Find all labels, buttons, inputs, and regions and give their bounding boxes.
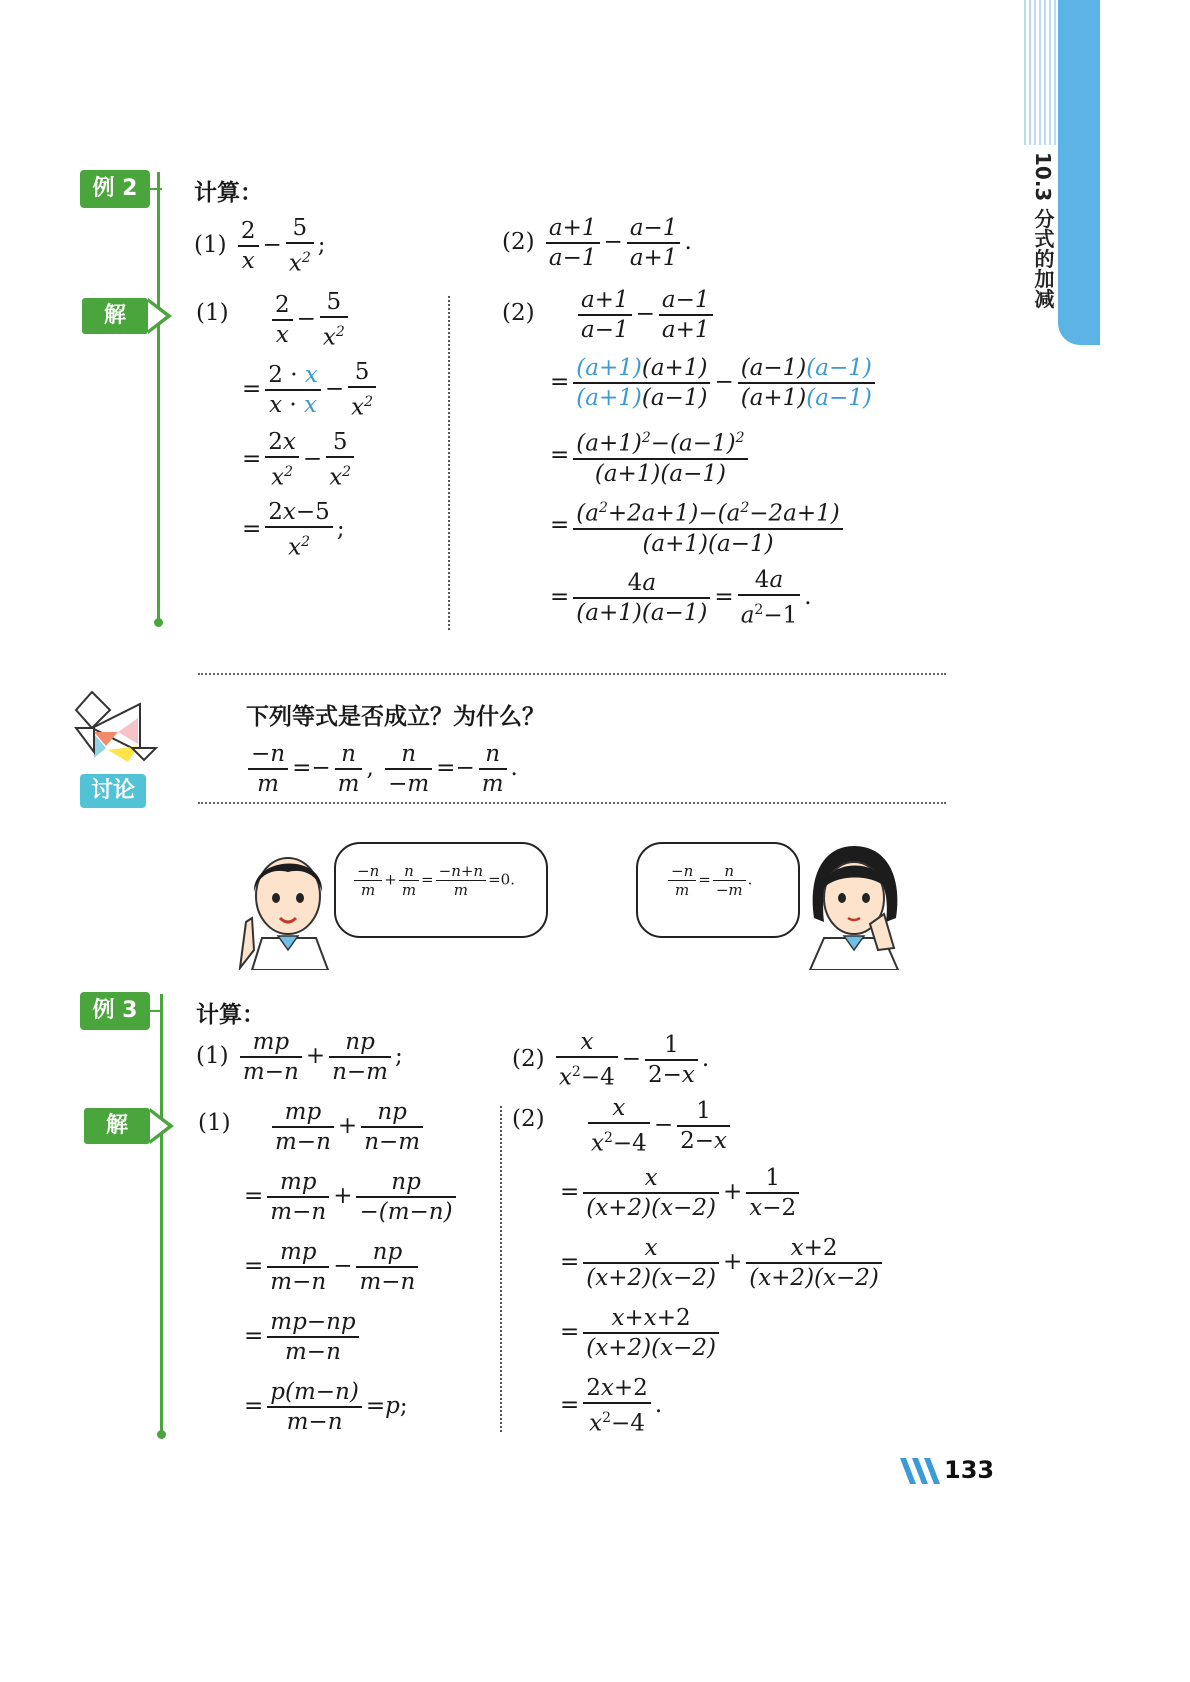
ex2-s2-line-3: = $\frac{(a+1)^2-(a-1)^2}{(a+1)(a-1)}$	[550, 424, 752, 488]
example-2-tick	[150, 188, 162, 190]
example-2-question-2: (2) $\frac{a+1}{a-1}$ − $\frac{a-1}{a+1}$ .	[502, 215, 692, 271]
example-3-badge: 例 3	[80, 992, 150, 1030]
ex2-s2-line-2: = $\frac{(a+1)(a+1)}{(a+1)(a-1)}$ − $\frac{(a-1)(a-1)}{(a+1)(a-1)}$	[550, 354, 879, 412]
ex3-s2-line-4: = $\frac{x+x+2}{(x+2)(x-2)}$	[560, 1304, 723, 1362]
q1-label: (1)	[194, 231, 227, 258]
ex2-s1-line-3: = $\frac{2x}{x^2}$ − $\frac{5}{x^2}$	[242, 428, 358, 492]
discussion-equations: $\frac{-n}{m}$ =− $\frac{n}{m}$ , $\frac{n}{-m}$ =− $\frac{n}{m}$ .	[244, 740, 518, 798]
chapter-tab-label: 10.3 分式的加减	[1031, 152, 1055, 309]
example-3-solution-badge: 解	[84, 1108, 150, 1144]
solution-1-label: (1)	[196, 300, 229, 326]
boy-bubble-equation: $\frac{-n}{m}$ + $\frac{n}{m}$ = $\frac{-n+n}{m}$ =0.	[352, 862, 515, 899]
example-2-rail-end	[154, 618, 163, 627]
example-3-rail-end	[157, 1430, 166, 1439]
ex3-s1-line-2: = $\frac{mp}{m-n}$ + $\frac{np}{-(m-n)}$	[244, 1168, 460, 1226]
ex3-solution-2-label: (2)	[512, 1106, 545, 1132]
ex3-s1-line-3: = $\frac{mp}{m-n}$ − $\frac{np}{m-n}$	[244, 1238, 422, 1296]
ex3-s2-line-5: = $\frac{2x+2}{x^2-4}$ .	[560, 1375, 663, 1437]
ex3-s1-line-5: = $\frac{p(m-n)}{m-n}$ =p;	[244, 1379, 408, 1435]
discussion-top-rule	[198, 673, 946, 675]
chapter-tab	[1058, 0, 1100, 345]
ex2-s2-line-1: $\frac{a+1}{a-1}$ − $\frac{a-1}{a+1}$	[574, 286, 717, 344]
solution-arrow-3-inner	[150, 1112, 168, 1140]
ex3-s2-line-3: = $\frac{x}{(x+2)(x-2)}$ + $\frac{x+2}{(x+2)(x-2)}$	[560, 1234, 886, 1292]
page-number-slashes-icon	[898, 1458, 942, 1484]
ex3-s1-line-4: = $\frac{mp-np}{m-n}$	[244, 1308, 363, 1366]
ex2-s1-line-2: = $\frac{2 \cdot x}{x \cdot x}$ − $\frac{5}{x^2}$	[242, 358, 380, 422]
page-number: 133	[944, 1456, 995, 1484]
ex3-q2-label: (2)	[512, 1045, 545, 1072]
ex2-s1-line-1: $\frac{2}{x}$ − $\frac{5}{x^2}$	[268, 288, 352, 352]
ex3-s2-line-1: $\frac{x}{x^2-4}$ − $\frac{1}{2-x}$	[584, 1094, 734, 1158]
ex3-divider	[500, 1106, 502, 1432]
q2-label: (2)	[502, 229, 535, 255]
ex2-s1-line-4: = $\frac{2x-5}{x^2}$ ;	[242, 499, 345, 561]
ex2-s2-line-5: = $\frac{4a}{(a+1)(a-1)}$ = $\frac{4a}{a^2-1}$ .	[550, 567, 812, 629]
discussion-badge: 讨论	[80, 774, 146, 808]
example-2-badge: 例 2	[80, 170, 150, 208]
chapter-tab-stripes	[1024, 0, 1056, 145]
ex3-s1-line-1: $\frac{mp}{m-n}$ + $\frac{np}{n-m}$	[268, 1098, 427, 1156]
example-3-question-2: (2) $\frac{x}{x^2-4}$ − $\frac{1}{2-x}$ .	[512, 1029, 710, 1091]
example-2-prompt: 计算：	[194, 180, 263, 206]
girl-bubble-equation: $\frac{-n}{m}$ = $\frac{n}{-m}$ .	[666, 862, 752, 899]
solution-2-label: (2)	[502, 300, 535, 326]
example-2-question-1: (1) $\frac{2}{x}$ − $\frac{5}{x^2}$ ;	[194, 215, 326, 277]
boy-illustration	[232, 838, 342, 970]
solution-arrow-inner	[148, 302, 166, 330]
example-3-question-1: (1) $\frac{mp}{m-n}$ + $\frac{np}{n-m}$ ;	[196, 1029, 403, 1085]
ex3-q1-label: (1)	[196, 1043, 229, 1069]
example-2-rail	[157, 172, 160, 622]
example-2-solution-badge: 解	[82, 298, 148, 334]
discussion-bottom-rule	[198, 802, 946, 804]
discussion-question: 下列等式是否成立？为什么？	[246, 704, 545, 730]
girl-illustration	[800, 838, 912, 970]
ex2-divider	[448, 296, 450, 630]
ex3-s2-line-2: = $\frac{x}{(x+2)(x-2)}$ + $\frac{1}{x-2}$	[560, 1164, 803, 1222]
example-3-rail	[160, 994, 163, 1432]
example-3-prompt: 计算：	[196, 1002, 265, 1028]
tangram-icon	[72, 688, 158, 768]
ex2-s2-line-4: = $\frac{(a^2+2a+1)-(a^2-2a+1)}{(a+1)(a-1)}$	[550, 494, 847, 558]
ex3-solution-1-label: (1)	[198, 1110, 231, 1136]
